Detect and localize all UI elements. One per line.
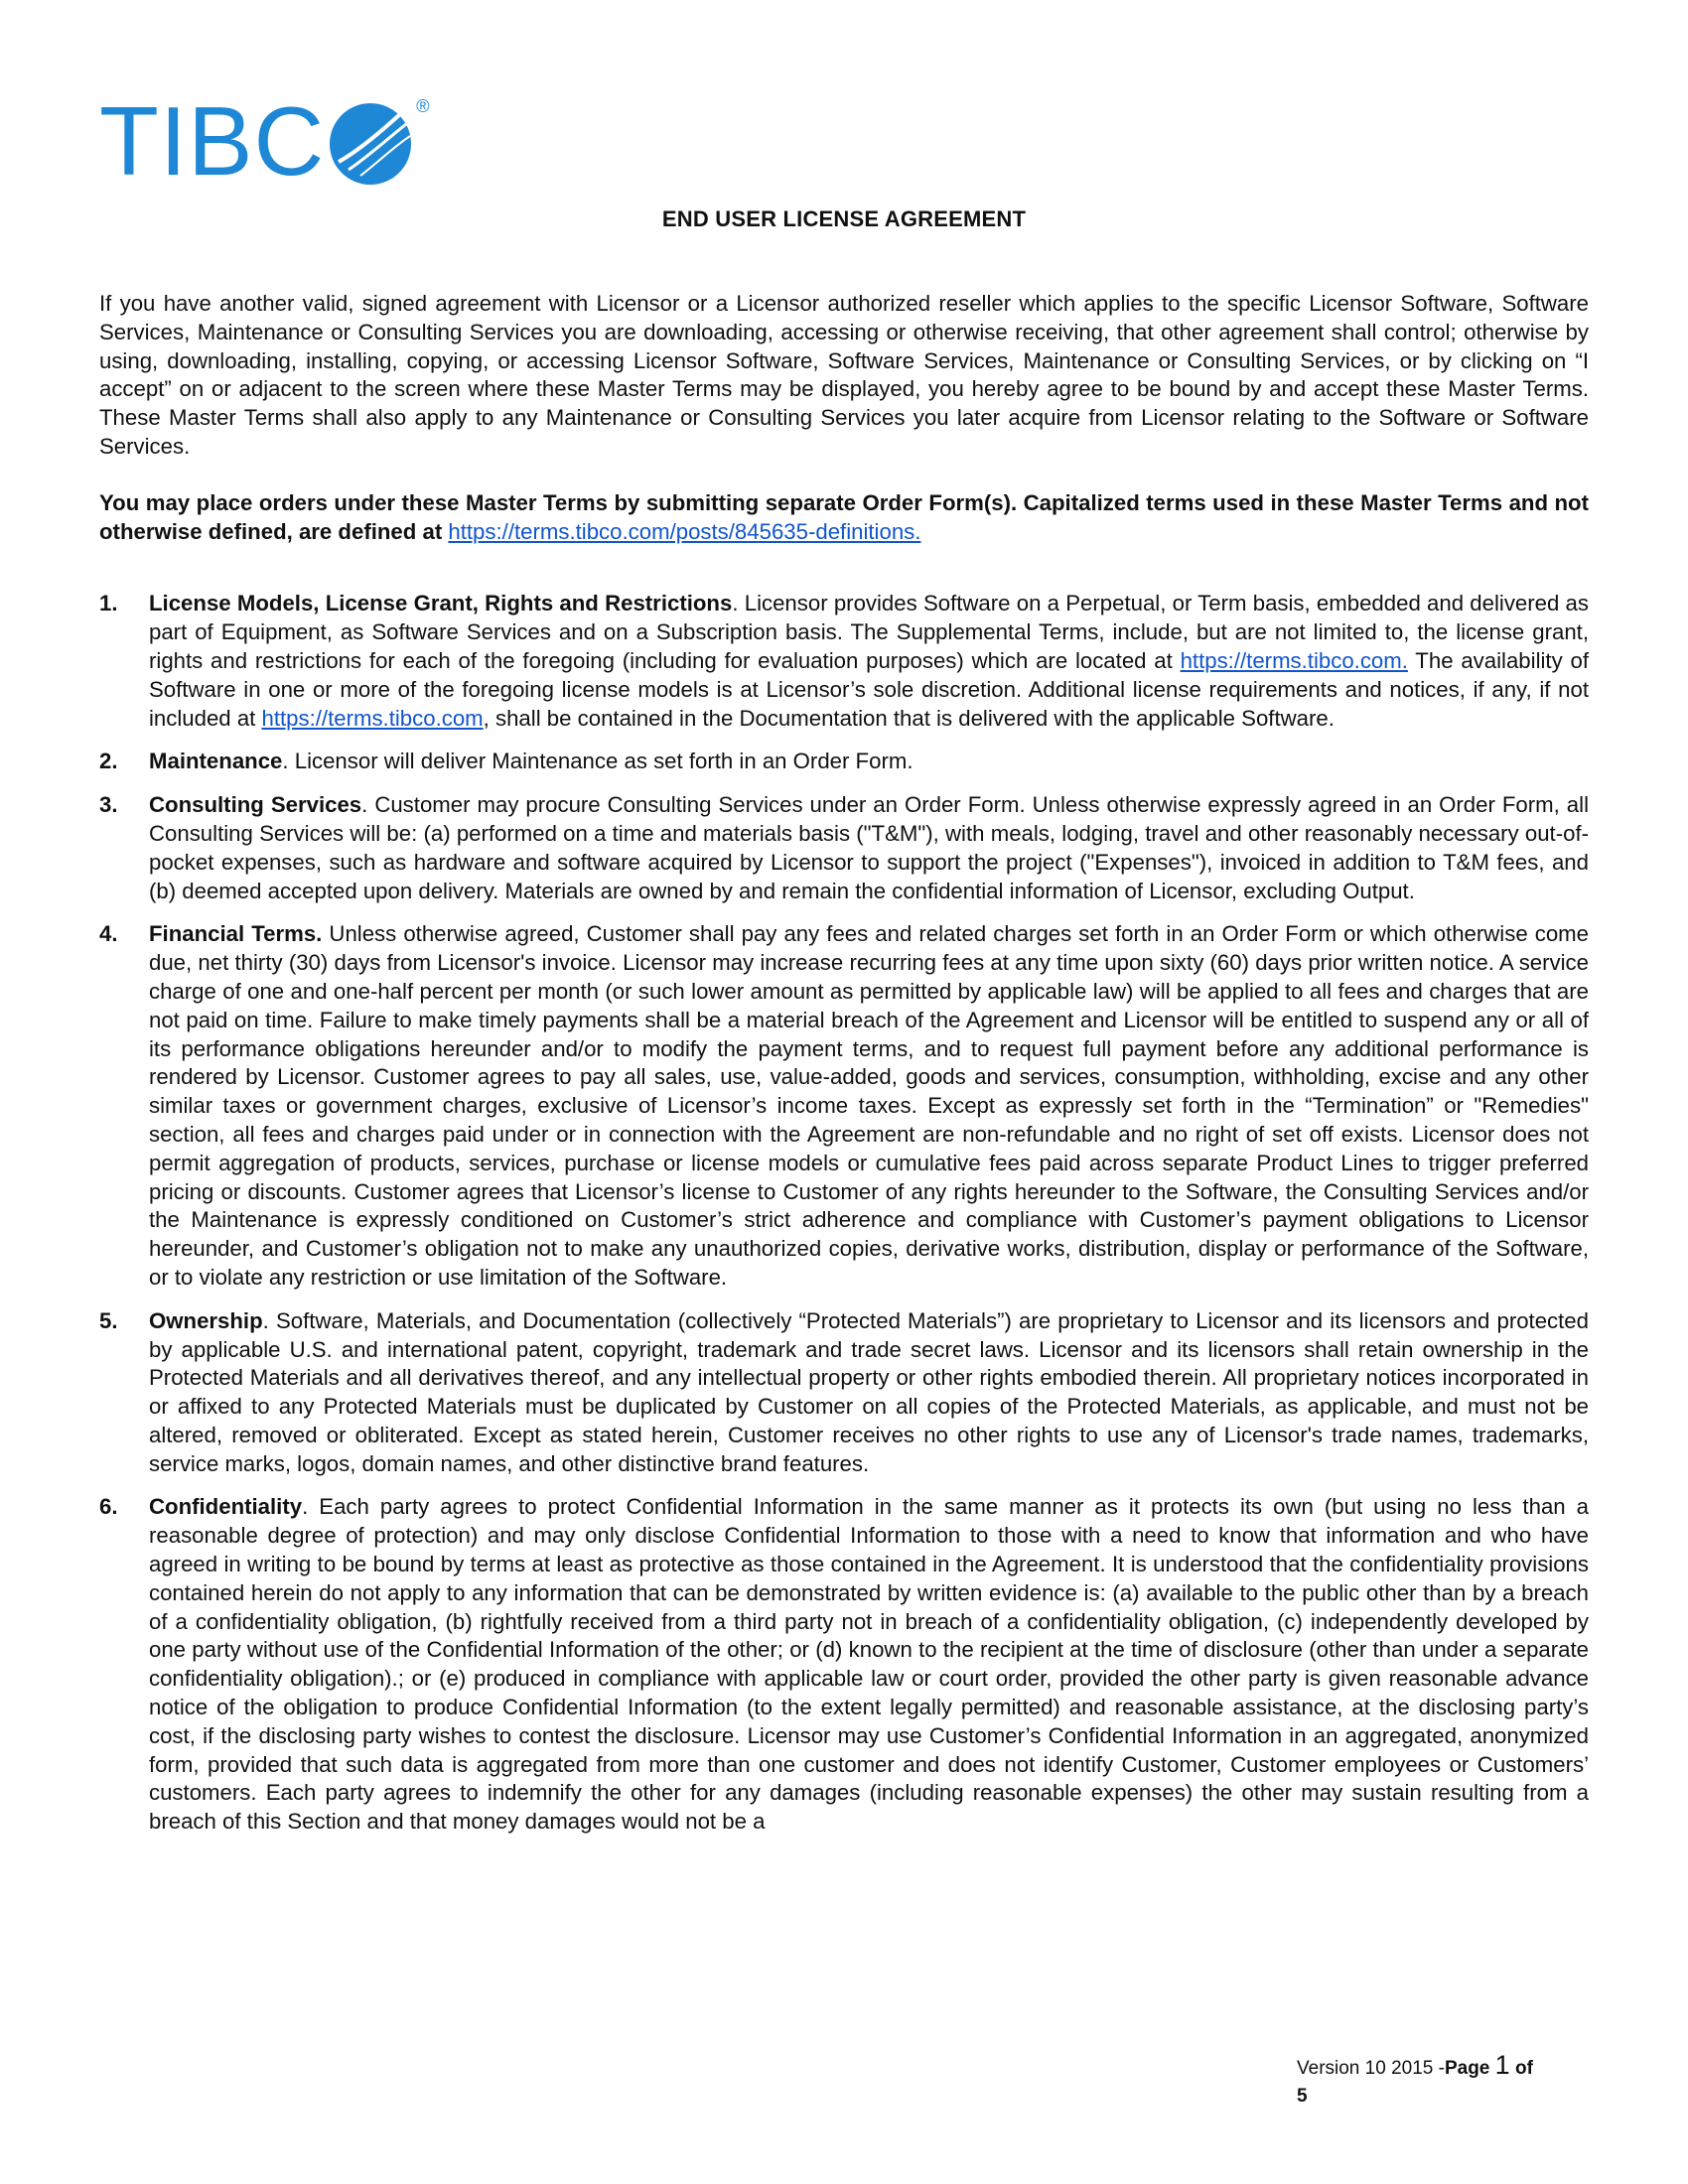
- section-text: The availability of Software in one or more of the foregoing license models is at Licensor’s sole discretion. Additional license requirements and notices, if any, if not included at: [149, 647, 1589, 731]
- section-4: [99, 920, 1589, 1292]
- section-6: [99, 1493, 1589, 1837]
- section-2: [99, 748, 1589, 776]
- total-pages: 5: [1297, 2086, 1308, 2107]
- section-heading: Consulting Services: [149, 792, 362, 818]
- version-label: Version 10 2015 -: [1297, 2058, 1445, 2079]
- section-number: 1.: [99, 591, 118, 616]
- section-heading: Ownership: [149, 1307, 263, 1333]
- intro-paragraph: If you have another valid, signed agreement with Licensor or a Licensor authorized reseller which applies to the specific Licensor Software, Software Services, Maintenance or Consulting Services you are downloading, accessing or otherwise receiving, that other agreement shall control; otherwise by using, downloading, installing, copying, or accessing Licensor Software, Software Services, Maintenance or Consulting Services, or by clicking on “I accept” on or adjacent to the screen where these Master Terms may be displayed, you hereby agree to be bound by and accept these Master Terms. These Master Terms shall also apply to any Maintenance or Consulting Services you later acquire from Licensor relating to the Software or Software Services.: [99, 291, 1589, 459]
- section-number: 2.: [99, 749, 118, 774]
- section-heading: Financial Terms.: [149, 921, 323, 947]
- section-text: , shall be contained in the Documentation that is delivered with the applicable Software.: [483, 705, 1335, 731]
- page-label: Page: [1444, 2058, 1495, 2079]
- section-number: 6.: [99, 1494, 118, 1520]
- section-heading: License Models, License Grant, Rights and Restrictions: [149, 591, 733, 616]
- logo-globe-icon: [327, 100, 414, 188]
- page-number: 1: [1494, 2050, 1510, 2080]
- orders-paragraph: [99, 489, 1589, 547]
- registered-mark: ®: [416, 96, 430, 116]
- section-text: . Software, Materials, and Documentation (collectively “Protected Materials”) are proprietary to Licensor and its licensors and protected by applicable U.S. and international patent, copyright, trademark and trade secret laws. Licensor and its licensors shall retain ownership in the Protected Materials and all derivatives thereof, and any intellectual property or other rights embodied therein. All proprietary notices incorporated in or affixed to any Protected Materials must be duplicated by Customer on all copies of the Protected Materials, as applicable, and must not be altered, removed or obliterated. Except as stated herein, Customer receives no other rights to use any of Licensor's trade names, trademarks, service marks, logos, domain names, and other distinctive brand features.: [149, 1307, 1589, 1476]
- document-title: END USER LICENSE AGREEMENT: [661, 206, 1027, 231]
- terms-link[interactable]: https://terms.tibco.com.: [1180, 647, 1408, 673]
- logo-wordmark: TIBC: [99, 86, 326, 196]
- terms-link[interactable]: https://terms.tibco.com: [261, 705, 484, 731]
- document-body: [99, 290, 1589, 1851]
- tibco-logo: [99, 86, 430, 196]
- section-number: 3.: [99, 792, 118, 818]
- of-label: of: [1509, 2058, 1533, 2079]
- definitions-link[interactable]: https://terms.tibco.com/posts/845635-definitions.: [448, 518, 921, 544]
- section-heading: Confidentiality: [149, 1494, 303, 1520]
- section-number: 4.: [99, 921, 118, 947]
- section-1: [99, 590, 1589, 733]
- section-heading: Maintenance: [149, 749, 283, 774]
- section-text: . Licensor provides Software on a Perpetual, or Term basis, embedded and delivered as part of Equipment, as Software Services and on a Subscription basis. The Supplemental Terms, include, but are not limited to, the license grant, rights and restrictions for each of the foregoing (including for evaluation purposes) which are located at: [149, 591, 1589, 673]
- section-text: . Each party agrees to protect Confidential Information in the same manner as it protects its own (but using no less than a reasonable degree of protection) and may only disclose Confidential Information to those with a need to know that information and who have agreed in writing to be bound by terms at least as protective as those contained in the Agreement. It is understood that the confidentiality provisions contained herein do not apply to any information that can be demonstrated by written evidence is: (a) available to the public other than by a breach of a confidentiality obligation, (b) rightfully received from a third party not in breach of a confidentiality obligation, (c) independently developed by one party without use of the Confidential Information of the other; or (d) known to the recipient at the time of disclosure (other than under a separate confidentiality obligation).; or (e) produced in compliance with applicable law or court order, provided the other party is given reasonable advance notice of the obligation to produce Confidential Information (to the extent legally permitted) and reasonable assistance, at the disclosing party’s cost, if the disclosing party wishes to contest the disclosure. Licensor may use Customer’s Confidential Information in an aggregated, anonymized form, provided that such data is aggregated from more than one customer and does not identify Customer, Customer employees or Customers’ customers. Each party agrees to indemnify the other for any damages (including reasonable expenses) the other may sustain resulting from a breach of this Section and that money damages would not be a: [149, 1494, 1589, 1835]
- section-text: . Licensor will deliver Maintenance as set forth in an Order Form.: [282, 749, 914, 774]
- section-number: 5.: [99, 1307, 118, 1333]
- section-text: . Customer may procure Consulting Services under an Order Form. Unless otherwise expressly agreed in an Order Form, all Consulting Services will be: (a) performed on a time and materials basis ("T&M"), with meals, lodging, travel and other reasonably necessary out-of-pocket expenses, such as hardware and software acquired by Licensor to support the project ("Expenses"), invoiced in addition to T&M fees, and (b) deemed accepted upon delivery. Materials are owned by and remain the confidential information of Licensor, excluding Output.: [149, 792, 1589, 903]
- sections-list: [99, 590, 1589, 1837]
- page-footer: [1297, 2051, 1595, 2111]
- orders-text: You may place orders under these Master Terms by submitting separate Order Form(s). Capitalized terms used in these Master Terms and not otherwise defined, are defined at: [99, 489, 1589, 544]
- section-5: [99, 1307, 1589, 1479]
- section-3: [99, 791, 1589, 905]
- section-text: Unless otherwise agreed, Customer shall pay any fees and related charges set forth in an Order Form or which otherwise come due, net thirty (30) days from Licensor's invoice. Licensor may increase recurring fees at any time upon sixty (60) days prior written notice. A service charge of one and one-half percent per month (or such lower amount as permitted by applicable law) will be applied to all fees and charges that are not paid on time. Failure to make timely payments shall be a material breach of the Agreement and Licensor will be entitled to suspend any or all of its performance obligations hereunder and/or to modify the payment terms, and to request full payment before any additional performance is rendered by Licensor. Customer agrees to pay all sales, use, value-added, goods and services, consumption, withholding, excise and any other similar taxes or government charges, exclusive of Licensor’s income taxes. Except as expressly set forth in the “Termination” or "Remedies" section, all fees and charges paid under or in connection with the Agreement are non-refundable and no right of set off exists. Licensor does not permit aggregation of products, services, purchase or license models or cumulative fees paid across separate Product Lines to trigger preferred pricing or discounts. Customer agrees that Licensor’s license to Customer of any rights hereunder to the Software, the Consulting Services and/or the Maintenance is expressly conditioned on Customer’s strict adherence and compliance with Customer’s payment obligations to Licensor hereunder, and Customer’s obligation not to make any unauthorized copies, derivative works, distribution, display or performance of the Software, or to violate any restriction or use limitation of the Software.: [149, 921, 1589, 1290]
